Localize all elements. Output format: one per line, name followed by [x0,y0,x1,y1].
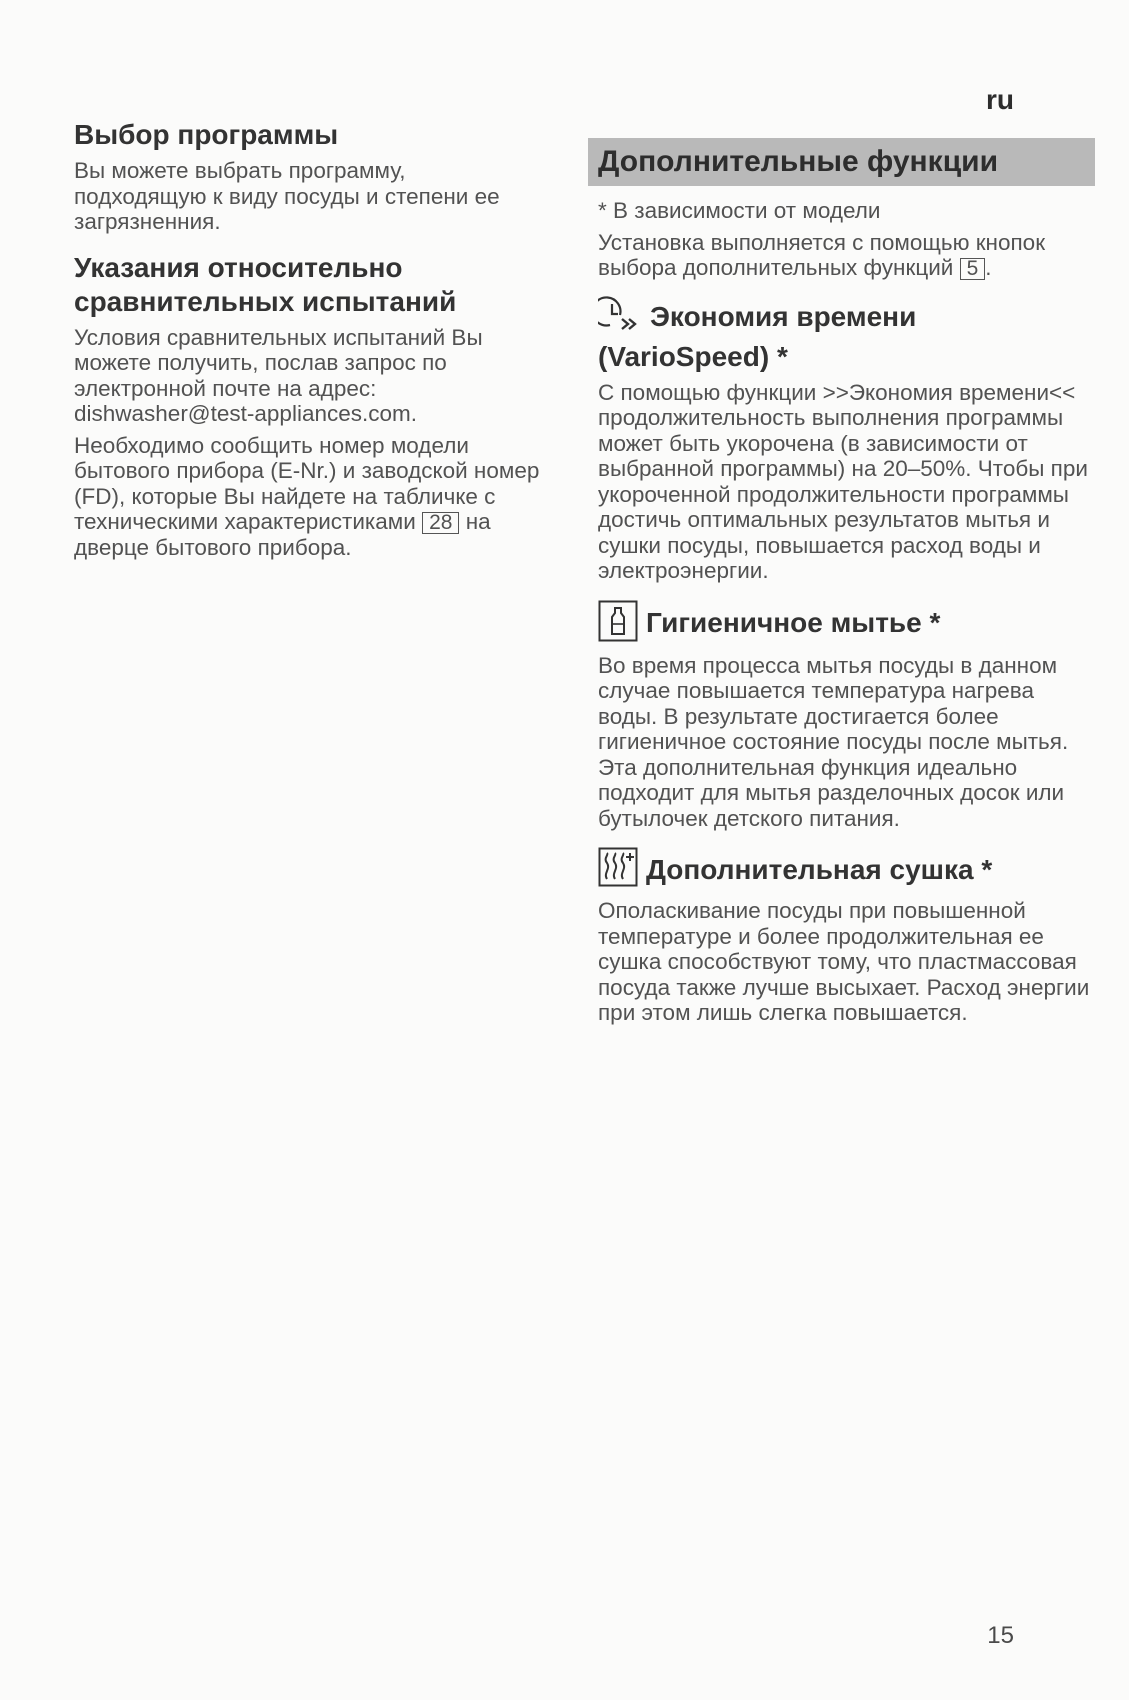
vario-speed-heading [598,295,1090,374]
comparison-tests-instructions-end: на дверце бытового прибора. [74,509,491,560]
figure-reference-28: 28 [422,512,459,534]
comparison-tests-title [74,251,544,319]
extra-drying-heading [598,847,1090,892]
heat-waves-plus-icon [598,847,638,892]
setup-text-body: Установка выполняется с помощью кнопок выбора дополнительных функций [598,229,1046,280]
section-banner [588,138,1095,186]
vario-speed-title-line1: Экономия времени [650,301,917,332]
page-number: 15 [987,1622,1014,1649]
hygiene-heading [598,600,1090,647]
language-code: ru [986,84,1014,115]
bottle-icon [598,600,638,647]
vario-speed-title-line2: (VarioSpeed) * [598,340,788,372]
section-title: Дополнительные функции [598,145,999,178]
comparison-tests-title-line1: Указания относительно [74,251,403,283]
hygiene-text: Во время процесса мытья посуды в данном случае повышается температура нагрева воды. В результате достигается более гигиеничное состояние посуды после мытья. Эта дополнительная функция идеально подходит для мытья разделочных досок или бутылочек детского питания. [598,652,1069,831]
hygiene-title: Гигиеничное мытье * [646,607,941,638]
left-column [74,118,544,560]
extra-drying-title: Дополнительная сушка * [646,853,993,885]
comparison-tests-instructions-text: Необходимо сообщить номер модели бытового прибора (E-Nr.) и заводской номер (FD), которые Вы найдете на табличке с техническими характеристиками [74,432,540,534]
extra-drying-text: Ополаскивание посуды при повышенной температуре и более продолжительная ее сушка способствуют тому, что пластмассовая посуда также лучше высыхает. Расход энергии при этом лишь слегка повышается. [598,898,1090,1025]
comparison-tests-text: Условия сравнительных испытаний Вы можете получить, послав запрос по электронной почте на адрес: dishwasher@test-appliances.com. [74,324,483,426]
clock-fast-forward-icon [598,295,642,340]
model-note: * В зависимости от модели [598,198,881,223]
figure-reference-5: 5 [960,258,986,280]
setup-text-end: . [985,255,992,280]
setup-text [598,230,1090,281]
right-column [598,138,1090,1026]
comparison-tests-instructions [74,433,544,561]
comparison-tests-title-line2: сравнительных испытаний [74,285,457,317]
program-selection-title: Выбор программы [74,119,339,150]
vario-speed-text: С помощью функции >>Экономия времени<< продолжительность выполнения программы может быть укорочена (в зависимости от выбранной программы) на 20–50%. Чтобы при укороченной продолжительности программы достичь оптимальных результатов мытья и сушки посуды, повышается расход воды и электроэнергии. [598,379,1088,583]
program-selection-text: Вы можете выбрать программу, подходящую к виду посуды и степени ее загрязненния. [74,158,500,234]
